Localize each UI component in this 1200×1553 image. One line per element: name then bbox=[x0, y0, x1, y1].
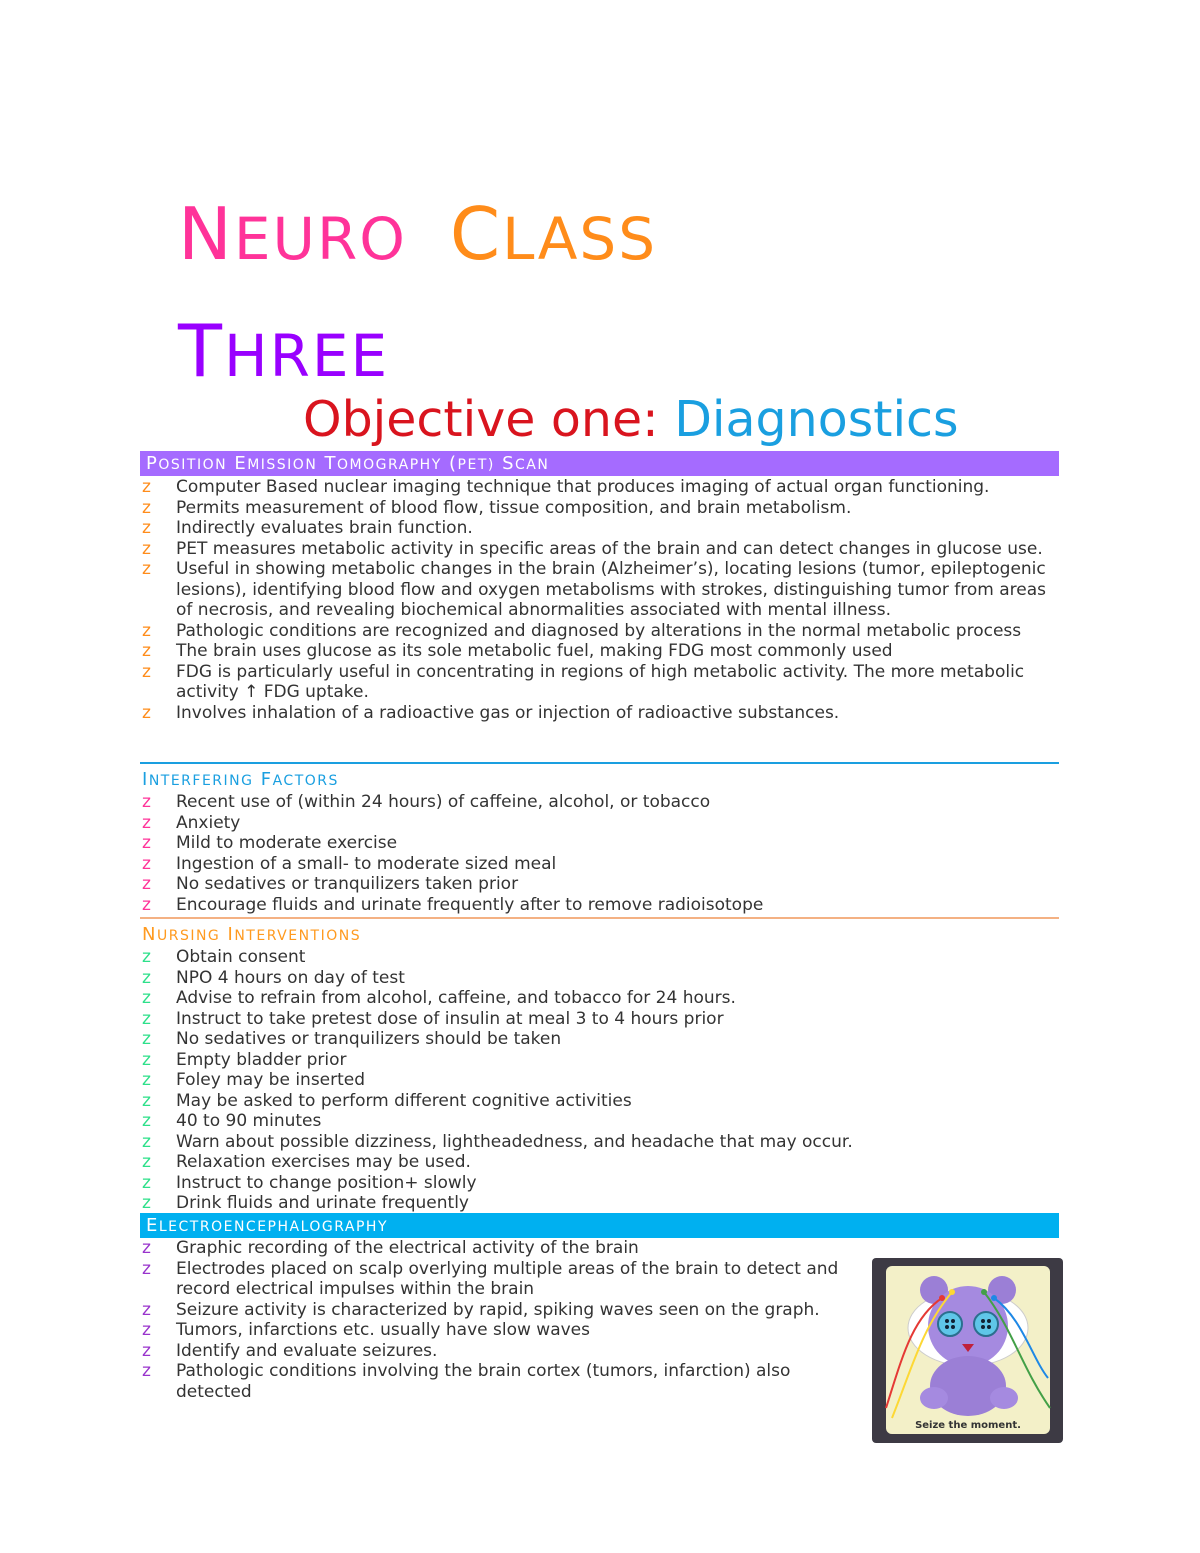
bullet-icon: z bbox=[142, 702, 151, 723]
eeg-teddy-bear-cartoon bbox=[872, 1258, 1063, 1443]
nursing-list bbox=[140, 947, 1060, 1214]
bullet-icon: z bbox=[142, 538, 151, 559]
nursing-list-item bbox=[140, 1111, 1060, 1132]
list-item-text: Ingestion of a small- to moderate sized meal bbox=[176, 853, 557, 874]
bullet-icon: z bbox=[142, 988, 151, 1008]
list-item-text: No sedatives or tranquilizers taken prior bbox=[176, 874, 519, 894]
list-item-text: 40 to 90 minutes bbox=[176, 1111, 322, 1131]
bullet-icon: z bbox=[142, 1172, 151, 1193]
nursing-heading: NURSING INTERVENTIONS bbox=[142, 924, 362, 945]
eeg-section-header bbox=[140, 1213, 1059, 1238]
nursing-list-item bbox=[140, 1070, 1060, 1091]
bullet-icon: z bbox=[142, 1340, 151, 1361]
nursing-list-item bbox=[140, 947, 1060, 968]
bullet-icon: z bbox=[142, 1238, 151, 1258]
pet-section-header bbox=[140, 451, 1059, 476]
bullet-icon: z bbox=[142, 518, 151, 538]
bullet-icon: z bbox=[142, 1152, 151, 1172]
title-line-1 bbox=[178, 178, 1078, 295]
list-item-text: Instruct to take pretest dose of insulin at meal 3 to 4 hours prior bbox=[176, 1008, 724, 1029]
interfering-list-item bbox=[140, 833, 1060, 854]
bullet-icon: z bbox=[142, 1320, 151, 1340]
eeg-list-item bbox=[140, 1361, 840, 1402]
interfering-list-item bbox=[140, 854, 1060, 875]
bullet-icon: z bbox=[142, 833, 151, 853]
nursing-list-item bbox=[140, 1009, 1060, 1030]
interfering-list-item bbox=[140, 874, 1060, 895]
list-item-text: Obtain consent bbox=[176, 947, 306, 967]
pet-list-item bbox=[140, 539, 1060, 560]
pet-list-item bbox=[140, 621, 1060, 642]
interfering-divider bbox=[140, 917, 1059, 919]
title-word-neuro: NEURO bbox=[178, 192, 407, 276]
bullet-icon: z bbox=[142, 1008, 151, 1029]
bullet-icon: z bbox=[142, 792, 151, 812]
cartoon-caption: Seize the moment. bbox=[915, 1420, 1021, 1431]
list-item-text: Relaxation exercises may be used. bbox=[176, 1152, 471, 1172]
nursing-list-item bbox=[140, 968, 1060, 989]
pet-list-item bbox=[140, 662, 1060, 703]
interfering-list-item bbox=[140, 813, 1060, 834]
nursing-list-item bbox=[140, 1091, 1060, 1112]
list-item-text: Instruct to change position+ slowly bbox=[176, 1172, 477, 1193]
eeg-list-item bbox=[140, 1341, 840, 1362]
subtitle-objective: Objective one: bbox=[303, 391, 675, 448]
bullet-icon: z bbox=[142, 661, 151, 682]
bullet-icon: z bbox=[142, 812, 151, 833]
pet-list bbox=[140, 477, 1060, 723]
nursing-list-item bbox=[140, 1029, 1060, 1050]
bullet-icon: z bbox=[142, 1090, 151, 1111]
list-item-text: Empty bladder prior bbox=[176, 1049, 347, 1070]
nursing-list-item bbox=[140, 1132, 1060, 1153]
cartoon-illustration bbox=[872, 1258, 1063, 1443]
bullet-icon: z bbox=[142, 477, 151, 497]
list-item-text: Permits measurement of blood flow, tissue composition, and brain metabolism. bbox=[176, 497, 852, 518]
nursing-list-item bbox=[140, 1173, 1060, 1194]
interfering-list-item bbox=[140, 895, 1060, 916]
bullet-icon: z bbox=[142, 1193, 151, 1213]
list-item-text: No sedatives or tranquilizers should be taken bbox=[176, 1029, 562, 1049]
document-title bbox=[178, 178, 1078, 412]
list-item-text: Electrodes placed on scalp overlying multiple areas of the brain to detect and record electrical impulses within the brain bbox=[176, 1258, 839, 1299]
bullet-icon: z bbox=[142, 641, 151, 661]
list-item-text: Drink fluids and urinate frequently bbox=[176, 1193, 469, 1213]
eeg-list-item bbox=[140, 1300, 840, 1321]
list-item-text: Warn about possible dizziness, lightheadedness, and headache that may occur. bbox=[176, 1131, 853, 1152]
pet-divider bbox=[140, 762, 1059, 764]
bullet-icon: z bbox=[142, 1299, 151, 1320]
list-item-text: May be asked to perform different cognitive activities bbox=[176, 1090, 632, 1111]
list-item-text: PET measures metabolic activity in specific areas of the brain and can detect changes in glucose use. bbox=[176, 538, 1043, 559]
list-item-text: Advise to refrain from alcohol, caffeine, and tobacco for 24 hours. bbox=[176, 988, 736, 1008]
nursing-list-item bbox=[140, 1193, 1060, 1214]
list-item-text: Indirectly evaluates brain function. bbox=[176, 518, 473, 538]
subtitle-diagnostics: Diagnostics bbox=[674, 391, 959, 448]
pet-list-item bbox=[140, 518, 1060, 539]
bullet-icon: z bbox=[142, 874, 151, 894]
eeg-list-item bbox=[140, 1320, 840, 1341]
pet-list-item bbox=[140, 703, 1060, 724]
eeg-heading: ELECTROENCEPHALOGRAPHY bbox=[146, 1215, 389, 1236]
list-item-text: Tumors, infarctions etc. usually have slow waves bbox=[176, 1320, 590, 1340]
pet-heading: POSITION EMISSION TOMOGRAPHY (PET) SCAN bbox=[146, 453, 550, 474]
title-line-2: THREE bbox=[178, 309, 390, 393]
bullet-icon: z bbox=[142, 1361, 151, 1381]
list-item-text: NPO 4 hours on day of test bbox=[176, 967, 405, 988]
eeg-list-item bbox=[140, 1259, 840, 1300]
bullet-icon: z bbox=[142, 1258, 151, 1279]
list-item-text: Recent use of (within 24 hours) of caffeine, alcohol, or tobacco bbox=[176, 792, 711, 812]
bullet-icon: z bbox=[142, 559, 151, 579]
nursing-list-item bbox=[140, 1152, 1060, 1173]
bullet-icon: z bbox=[142, 1029, 151, 1049]
bullet-icon: z bbox=[142, 1070, 151, 1090]
interfering-section-header bbox=[140, 767, 1059, 794]
list-item-text: Seizure activity is characterized by rapid, spiking waves seen on the graph. bbox=[176, 1299, 820, 1320]
bullet-icon: z bbox=[142, 1131, 151, 1152]
list-item-text: Identify and evaluate seizures. bbox=[176, 1340, 438, 1361]
list-item-text: FDG is particularly useful in concentrating in regions of high metabolic activity. The more metabolic activity ↑ FDG uptake. bbox=[176, 661, 1025, 702]
list-item-text: Encourage fluids and urinate frequently after to remove radioisotope bbox=[176, 894, 764, 915]
pet-list-item bbox=[140, 498, 1060, 519]
bullet-icon: z bbox=[142, 967, 151, 988]
pet-list-item bbox=[140, 641, 1060, 662]
list-item-text: Foley may be inserted bbox=[176, 1070, 366, 1090]
title-word-class: CLASS bbox=[449, 192, 658, 276]
objective-subtitle bbox=[303, 388, 959, 452]
pet-list-item bbox=[140, 559, 1060, 621]
list-item-text: The brain uses glucose as its sole metabolic fuel, making FDG most commonly used bbox=[176, 641, 893, 661]
bullet-icon: z bbox=[142, 497, 151, 518]
nursing-list-item bbox=[140, 988, 1060, 1009]
interfering-list-item bbox=[140, 792, 1060, 813]
list-item-text: Computer Based nuclear imaging technique that produces imaging of actual organ functioning. bbox=[176, 477, 990, 497]
eeg-list bbox=[140, 1238, 840, 1402]
list-item-text: Anxiety bbox=[176, 812, 241, 833]
list-item-text: Useful in showing metabolic changes in the brain (Alzheimer’s), locating lesions (tumor, epileptogenic lesions), identifying blood flow and oxygen metabolisms with strokes, distinguishing tumor from areas of necrosis, and revealing biochemical abnormalities associated with mental illness. bbox=[176, 559, 1047, 620]
list-item-text: Pathologic conditions are recognized and diagnosed by alterations in the normal metabolic process bbox=[176, 620, 1022, 641]
list-item-text: Mild to moderate exercise bbox=[176, 833, 398, 853]
list-item-text: Involves inhalation of a radioactive gas or injection of radioactive substances. bbox=[176, 702, 840, 723]
bullet-icon: z bbox=[142, 894, 151, 915]
bullet-icon: z bbox=[142, 1049, 151, 1070]
bullet-icon: z bbox=[142, 947, 151, 967]
pet-list-item bbox=[140, 477, 1060, 498]
list-item-text: Pathologic conditions involving the brain cortex (tumors, infarction) also detected bbox=[176, 1361, 791, 1402]
nursing-section-header bbox=[140, 922, 1059, 949]
interfering-list bbox=[140, 792, 1060, 915]
bullet-icon: z bbox=[142, 853, 151, 874]
eeg-list-item bbox=[140, 1238, 840, 1259]
interfering-heading: INTERFERING FACTORS bbox=[142, 769, 339, 790]
bullet-icon: z bbox=[142, 1111, 151, 1131]
list-item-text: Graphic recording of the electrical activity of the brain bbox=[176, 1238, 639, 1258]
nursing-list-item bbox=[140, 1050, 1060, 1071]
bullet-icon: z bbox=[142, 620, 151, 641]
